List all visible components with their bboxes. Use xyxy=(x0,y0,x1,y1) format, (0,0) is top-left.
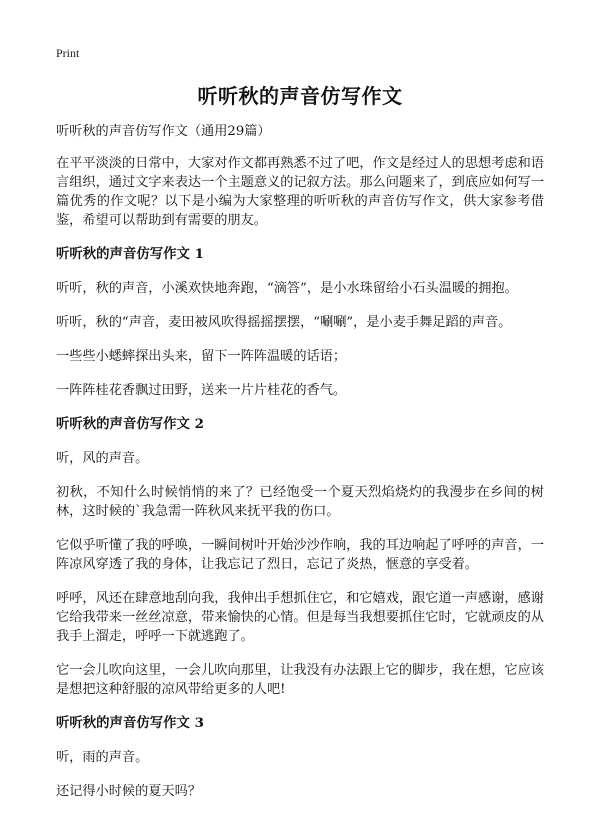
print-link[interactable]: Print xyxy=(56,46,80,60)
paragraph: 呼呼，风还在肆意地刮向我，我伸出手想抓住它，和它嬉戏，跟它道一声感谢，感谢它给我带来一丝丝凉意，带来愉快的心情。但是每当我想要抓住它时，它就顽皮的从我手上溜走，呼呼一下就逃跑了。 xyxy=(56,591,544,644)
paragraph: 它似乎听懂了我的呼唤，一瞬间树叶开始沙沙作响，我的耳边响起了呼呼的声音，一阵凉风穿透了我的身体，让我忘记了烈日，忘记了炎热，惬意的享受着。 xyxy=(56,538,544,572)
paragraph: 听听，秋的声音，小溪欢快地奔跑，“滴答”，是小水珠留给小石头温暖的拥抱。 xyxy=(56,281,518,296)
document-body xyxy=(56,122,544,816)
paragraph: 一些些小蟋蟀探出头来，留下一阵阵温暖的话语； xyxy=(56,349,347,364)
paragraph: 初秋，不知什么时候悄悄的来了？已经饱受一个夏天烈焰烧灼的我漫步在乡间的树林，这时候的`我急需一阵秋风来抚平我的伤口。 xyxy=(56,485,544,519)
document-subtitle: 听听秋的声音仿写作文（通用29篇） xyxy=(56,124,271,139)
paragraph: 听，雨的声音。 xyxy=(56,750,149,765)
paragraph: 还记得小时候的夏天吗？ xyxy=(56,784,202,799)
paragraph: 听，风的声音。 xyxy=(56,451,149,466)
paragraph: 它一会儿吹向这里，一会儿吹向那里，让我没有办法跟上它的脚步，我在想，它应该是想把这种舒服的凉风带给更多的人吧! xyxy=(56,663,544,697)
paragraph: 听听，秋的“声音，麦田被风吹得摇摇摆摆，“唰唰”，是小麦手舞足蹈的声音。 xyxy=(56,315,512,330)
intro-paragraph: 在平平淡淡的日常中，大家对作文都再熟悉不过了吧，作文是经过人的思想考虑和语言组织，通过文字来表达一个主题意义的记叙方法。那么问题来了，到底应如何写一篇优秀的作文呢？以下是小编为大家整理的听听秋的声音仿写作文，供大家参考借鉴，希望可以帮助到有需要的朋友。 xyxy=(56,156,544,228)
paragraph: 一阵阵桂花香飘过田野，送来一片片桂花的香气。 xyxy=(56,383,347,398)
page-title: 听听秋的声音仿写作文 xyxy=(197,84,403,108)
section-heading: 听听秋的声音仿写作文 2 xyxy=(56,416,204,432)
section-heading: 听听秋的声音仿写作文 3 xyxy=(56,715,204,731)
section-heading: 听听秋的声音仿写作文 1 xyxy=(56,246,204,262)
